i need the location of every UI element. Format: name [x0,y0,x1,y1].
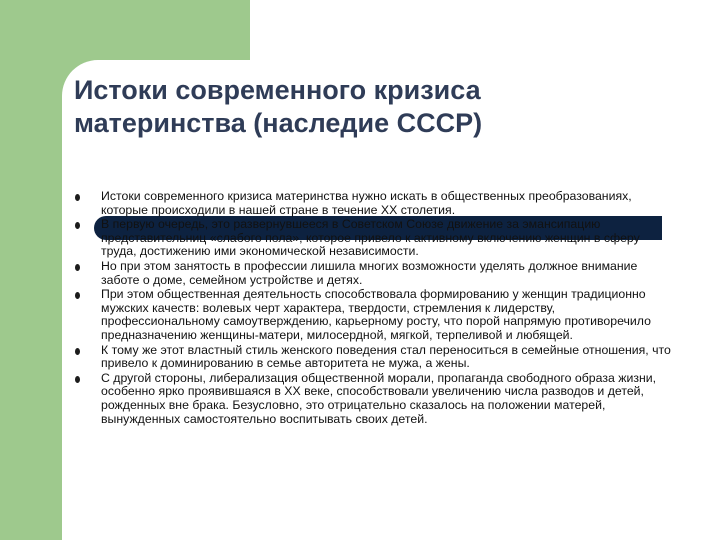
bullet-text: Но при этом занятость в профессии лишила многих возможности уделять должное внимание заботе о доме, семейном устройстве и детях. [101,258,638,287]
bullet-item [72,260,672,287]
bullet-dot-icon [75,292,80,299]
bullet-dot-icon [75,264,80,271]
bullet-dot-icon [75,222,80,229]
bullet-dot-icon [75,194,80,201]
bullet-text: К тому же этот властный стиль женского поведения стал переноситься в семейные отношения, что привело к доминированию в семье авторитета не мужа, а жены. [101,342,671,371]
bullet-item [72,218,672,259]
bullet-text: При этом общественная деятельность способствовала формированию у женщин традиционно мужских качеств: волевых черт характера, твердости, стремления к лидерству, профессиональному самоутверждению, карьерному росту, что порой напрямую противоречило предназначению женщины-матери, милосердной, мягкой, терпеливой и любящей. [101,287,651,342]
slide-title-line-1: Истоки современного кризиса [74,75,481,105]
bullet-item [72,344,672,371]
slide-title [74,74,634,140]
bullet-text: Истоки современного кризиса материнства нужно искать в общественных преобразованиях, которые происходили в нашей стране в течение XX столетия. [101,189,632,217]
bullet-item [72,372,672,426]
slide-title-line-2: материнства (наследие СССР) [74,108,483,138]
bullet-item [72,190,672,217]
bullet-text: В первую очередь, это развернувшееся в Советском Союзе движение за эмансипацию представительниц «слабого пола», которое привело к активному включению женщин в сферу труда, достижению ими экономической независимости. [101,217,640,259]
bullet-dot-icon [75,376,80,383]
bullet-text: С другой стороны, либерализация общественной морали, пропаганда свободного образа жизни, особенно ярко проявившаяся в XX веке, способствовали увеличению числа разводов и детей, рожденных вне брака. Безусловно, это отрицательно сказалось на положении матерей, вынужденных самостоятельно воспитывать своих детей. [101,370,657,426]
bullet-item [72,288,672,342]
bullet-dot-icon [75,348,80,355]
bullet-list [72,190,672,427]
